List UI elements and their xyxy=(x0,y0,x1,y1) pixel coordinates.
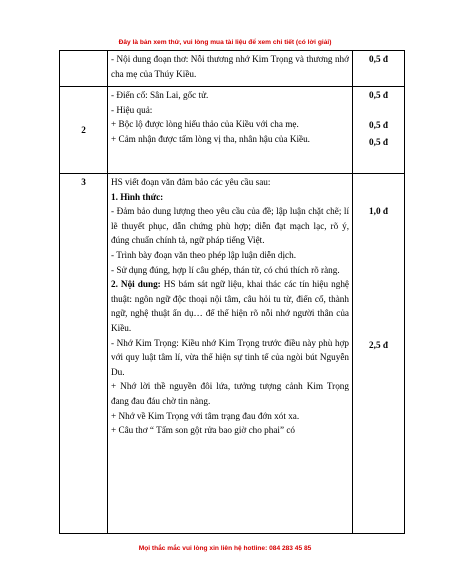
score-cell xyxy=(353,51,405,87)
answer-line: - Điển cố: Sân Lai, gốc tử. xyxy=(111,90,209,100)
answer-line: + Nhớ lời thề nguyền đôi lứa, tưởng tượng cảnh Kim Trọng đang đau đáu chờ tin nàng. xyxy=(111,381,349,406)
section-heading: 1. Hình thức: xyxy=(111,191,164,202)
score-value: 0,5 đ xyxy=(369,120,388,130)
score-cell xyxy=(353,87,405,174)
question-number: 3 xyxy=(60,174,108,534)
score-cell xyxy=(353,174,405,534)
preview-notice: Đây là bản xem thử, vui lòng mua tài liệu để xem chi tiết (có lời giải) xyxy=(118,39,332,46)
answer-line: - Nhớ Kim Trọng: Kiều nhớ Kim Trọng trước điều này phù hợp với quy luật tâm lí, vừa thể hiện sự tinh tế của ngòi bút Nguyễn Du. xyxy=(111,337,349,377)
table-row xyxy=(60,174,405,534)
answer-content xyxy=(108,87,353,174)
score-value: 2,5 đ xyxy=(369,340,388,350)
score-value: 0,5 đ xyxy=(369,137,388,147)
score-value: 1,0 đ xyxy=(369,206,388,216)
answer-line: - Sử dụng đúng, hợp lí câu ghép, thán từ, có chú thích rõ ràng. xyxy=(111,264,340,275)
answer-table xyxy=(59,50,405,534)
table-row xyxy=(60,87,405,174)
answer-line: - Nội dung đoạn thơ: Nỗi thương nhớ Kim Trọng và thương nhớ cha mẹ của Thúy Kiều. xyxy=(111,54,349,79)
question-number: 2 xyxy=(60,87,108,174)
answer-content xyxy=(108,174,353,534)
score-value: 0,5 đ xyxy=(369,54,388,64)
answer-line: + Bộc lộ được lòng hiếu thảo của Kiều với cha mẹ. xyxy=(111,119,299,130)
answer-line: HS bám sát ngữ liệu, khai thác các tín hiệu nghệ thuật: ngôn ngữ độc thoại nội tâm, câu hỏi tu từ, điển cố, thành ngữ, nghệ thuật ẩn dụ… để thể hiện rõ nỗi nhớ người thân của Kiều. xyxy=(111,279,349,333)
answer-line: + Nhớ về Kim Trọng với tâm trạng đau đớn xót xa. xyxy=(111,410,300,421)
section-heading: 2. Nội dung: xyxy=(111,279,161,290)
answer-intro: HS viết đoạn văn đảm bảo các yêu cầu sau: xyxy=(111,177,271,187)
answer-line: + Câu thơ “ Tấm son gột rửa bao giờ cho phai” có xyxy=(111,425,296,436)
answer-line: - Trình bày đoạn văn theo phép lập luận diễn dịch. xyxy=(111,249,296,260)
question-number xyxy=(60,51,108,87)
table-row xyxy=(60,51,405,87)
answer-line: + Cảm nhận được tấm lòng vị tha, nhân hậu của Kiều. xyxy=(111,133,310,144)
answer-paragraph xyxy=(111,277,349,335)
answer-line: - Hiệu quả: xyxy=(111,104,153,115)
answer-content xyxy=(108,51,353,87)
score-value: 0,5 đ xyxy=(369,90,388,100)
answer-line: - Đảm bảo dung lượng theo yêu cầu của đề; lập luận chặt chẽ; lí lẽ thuyết phục, dẫn chứng phù hợp; diễn đạt mạch lạc, rõ ý, đúng chuẩn chính tả, ngữ pháp tiếng Việt. xyxy=(111,206,349,246)
hotline-notice: Mọi thắc mắc vui lòng xin liên hệ hotline: 084 283 45 85 xyxy=(138,545,312,552)
